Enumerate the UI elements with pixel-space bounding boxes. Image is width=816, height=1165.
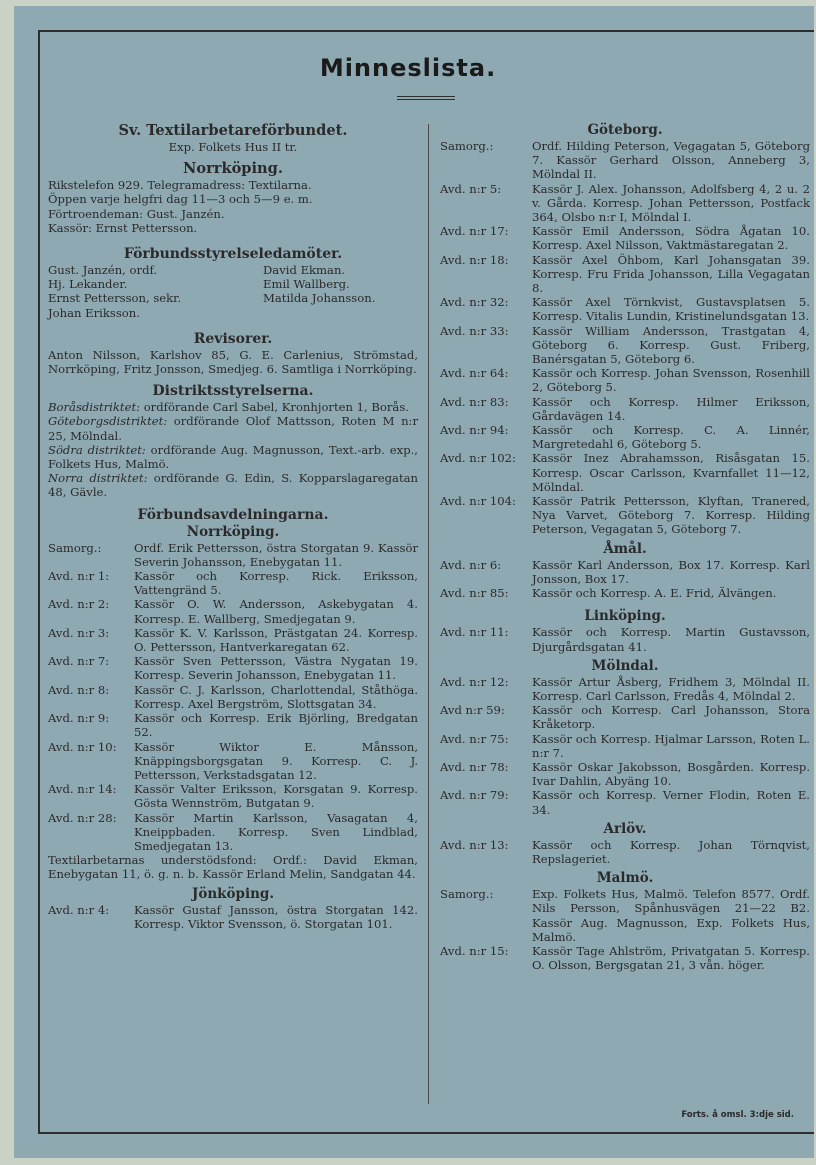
entry-label: Avd. n:r 8: bbox=[48, 682, 110, 697]
entry-text: Kassör och Korresp. Hilmer Eriksson, Gårdavägen 14. bbox=[532, 394, 810, 423]
list-item bbox=[48, 654, 418, 682]
district-item bbox=[48, 443, 418, 471]
board-member: Hj. Lekander. bbox=[48, 277, 128, 292]
arlov-title: Arlöv. bbox=[603, 820, 647, 837]
entry-text: Kassör och Korresp. Martin Gustavsson, Djurgårdsgatan 41. bbox=[532, 625, 810, 654]
entry-label: Avd n:r 59: bbox=[440, 703, 505, 718]
entry-text: Kassör och Korresp. A. E. Frid, Älvängen. bbox=[532, 586, 777, 601]
contact-block bbox=[48, 178, 418, 235]
entry-text: Kassör och Korresp. Erik Björling, Bredgatan 52. bbox=[134, 711, 418, 740]
entry-text: Ordf. Hilding Peterson, Vegagatan 5, Göteborg 7. Kassör Gerhard Olsson, Anneberg 3, Mölndal II. bbox=[532, 139, 810, 182]
entry-text: Kassör Gustaf Jansson, östra Storgatan 142. Korresp. Viktor Svensson, ö. Storgatan 101. bbox=[134, 902, 418, 931]
entry-text: Kassör Patrik Pettersson, Klyftan, Tranered, Nya Varvet, Göteborg 7. Korresp. Hilding Peterson, Vegagatan 5, Göteborg 7. bbox=[532, 494, 810, 537]
entry-text: Kassör och Korresp. Rick. Eriksson, Vattengränd 5. bbox=[134, 569, 418, 598]
list-item bbox=[48, 711, 418, 739]
entry-text: Kassör och Korresp. Johan Törnqvist, Repslageriet. bbox=[532, 837, 810, 866]
entry-text: Kassör C. J. Karlsson, Charlottendal, Ståthöga. Korresp. Axel Bergström, Slottsgatan 34. bbox=[134, 682, 418, 711]
list-item bbox=[440, 760, 810, 788]
entry-label: Avd. n:r 85: bbox=[440, 586, 509, 601]
entry-label: Avd. n:r 32: bbox=[440, 295, 509, 310]
entry-text: Kassör Wiktor E. Månsson, Knäppingsborgsgatan 9. Korresp. C. J. Pettersson, Verkstadsgatan 12. bbox=[134, 739, 418, 782]
list-item bbox=[440, 451, 810, 494]
right-column bbox=[440, 120, 810, 972]
entry-label: Samorg.: bbox=[440, 887, 494, 902]
district-text: ordförande Olof Mattsson, Roten M n:r 25, Mölndal. bbox=[48, 414, 419, 443]
entry-label: Avd. n:r 14: bbox=[48, 782, 117, 797]
continuation-note: Forts. å omsl. 3:dje sid. bbox=[681, 1110, 794, 1120]
entry-label: Avd. n:r 13: bbox=[440, 837, 509, 852]
district-name: Norra distriktet: bbox=[48, 471, 148, 486]
revisors-text: Anton Nilsson, Karlshov 85, G. E. Carlenius, Strömstad, Norrköping, Fritz Jonsson, Smedjeg. 6. Samtliga i Norrköping. bbox=[48, 347, 418, 377]
entry-text: Kassör Sven Pettersson, Västra Nygatan 19. Korresp. Severin Johansson, Enebygatan 11. bbox=[134, 654, 418, 683]
list-item bbox=[440, 625, 810, 653]
entry-text: Kassör Emil Andersson, Södra Ågatan 10. Korresp. Axel Nilsson, Vaktmästaregatan 2. bbox=[532, 224, 810, 253]
entry-text: Kassör Valter Eriksson, Korsgatan 9. Korresp. Gösta Wennström, Butgatan 9. bbox=[134, 782, 418, 811]
board-member: Emil Wallberg. bbox=[263, 277, 350, 292]
entry-label: Samorg.: bbox=[440, 139, 494, 153]
entry-text: Kassör Oskar Jakobsson, Bosgården. Korresp. Ivar Dahlin, Abyäng 10. bbox=[532, 759, 810, 789]
entry-text: Kassör Axel Törnkvist, Gustavsplatsen 5. Korresp. Vitalis Lundin, Kristinelundsgatan 13. bbox=[532, 295, 810, 324]
sections-title: Förbundsavdelningarna. bbox=[137, 506, 329, 523]
entry-label: Avd. n:r 11: bbox=[440, 625, 509, 640]
city-title: Norrköping. bbox=[183, 160, 283, 178]
entry-text: Kassör och Korresp. Verner Flodin, Roten E. 34. bbox=[532, 788, 810, 817]
list-item bbox=[440, 586, 810, 600]
district-item bbox=[48, 414, 418, 442]
entry-label: Avd. n:r 83: bbox=[440, 394, 509, 409]
entry-label: Avd. n:r 33: bbox=[440, 323, 509, 338]
entry-text: Kassör K. V. Karlsson, Prästgatan 24. Korresp. O. Pettersson, Hantverkaregatan 62. bbox=[134, 625, 418, 655]
org-address: Exp. Folkets Hus II tr. bbox=[168, 140, 298, 154]
entry-text: Kassör J. Alex. Johansson, Adolfsberg 4, 2 u. 2 v. Gårda. Korresp. Johan Pettersson, Postfack 364, Olsbo n:r I, Mölndal I. bbox=[532, 181, 810, 225]
entry-text: Kassör Inez Abrahamsson, Risåsgatan 15. Korresp. Oscar Carlsson, Kvarnfallet 11—12, Mölndal. bbox=[532, 451, 810, 494]
entry-label: Avd. n:r 75: bbox=[440, 731, 509, 746]
amal-title: Åmål. bbox=[603, 540, 647, 557]
list-item bbox=[440, 675, 810, 703]
revisors-title: Revisorer. bbox=[193, 330, 273, 347]
list-item bbox=[48, 597, 418, 625]
contact-line: Öppen varje helgfri dag 11—3 och 5—9 e. m. bbox=[48, 192, 313, 207]
entry-label: Avd. n:r 5: bbox=[440, 181, 502, 196]
entry-text: Kassör och Korresp. Johan Svensson, Rosenhill 2, Göteborg 5. bbox=[532, 366, 810, 395]
org-title: Sv. Textilarbetareförbundet. bbox=[118, 122, 348, 139]
entry-label: Samorg.: bbox=[48, 540, 102, 555]
list-item bbox=[440, 139, 810, 182]
entry-label: Avd. n:r 12: bbox=[440, 674, 509, 689]
list-item bbox=[48, 782, 418, 810]
entry-text: Kassör och Korresp. C. A. Linnér, Margretedahl 6, Göteborg 5. bbox=[532, 423, 810, 452]
list-item bbox=[440, 253, 810, 296]
board-member: Gust. Janzén, ordf. bbox=[48, 263, 158, 278]
list-item bbox=[440, 423, 810, 451]
list-item bbox=[440, 703, 810, 731]
board-members bbox=[48, 263, 418, 320]
district-item bbox=[48, 400, 418, 414]
molndal-title: Mölndal. bbox=[591, 657, 659, 674]
entry-label: Avd. n:r 17: bbox=[440, 224, 509, 239]
list-item bbox=[440, 224, 810, 252]
entry-text: Kassör och Korresp. Hjalmar Larsson, Roten L. n:r 7. bbox=[532, 731, 810, 760]
district-text: ordförande Aug. Magnusson, Text.-arb. exp., Folkets Hus, Malmö. bbox=[48, 442, 418, 472]
district-name: Boråsdistriktet: bbox=[48, 400, 141, 415]
linkoping-title: Linköping. bbox=[584, 608, 666, 625]
list-item bbox=[48, 569, 418, 597]
entry-label: Avd. n:r 9: bbox=[48, 711, 110, 726]
entry-text: Kassör och Korresp. Carl Johansson, Stora Kråketorp. bbox=[532, 703, 810, 732]
contact-line: Rikstelefon 929. Telegramadress: Textilarna. bbox=[48, 178, 312, 193]
list-item bbox=[440, 494, 810, 537]
entry-label: Avd. n:r 15: bbox=[440, 943, 509, 958]
district-name: Göteborgsdistriktet: bbox=[48, 414, 168, 429]
malmo-title: Malmö. bbox=[596, 870, 654, 887]
entry-text: Kassör Axel Öhbom, Karl Johansgatan 39. Korresp. Fru Frida Johansson, Lilla Vegagatan 8. bbox=[532, 252, 810, 296]
entry-label: Avd. n:r 102: bbox=[440, 451, 516, 466]
entry-text: Kassör Karl Andersson, Box 17. Korresp. Karl Jonsson, Box 17. bbox=[532, 557, 810, 586]
entry-label: Avd. n:r 79: bbox=[440, 788, 509, 803]
entry-label: Avd. n:r 64: bbox=[440, 366, 509, 381]
list-item bbox=[48, 903, 418, 931]
list-item bbox=[440, 732, 810, 760]
entry-text: Kassör Artur Åsberg, Fridhem 3, Mölndal II. Korresp. Carl Carlsson, Fredås 4, Mölndal 2. bbox=[532, 674, 810, 703]
list-item bbox=[48, 541, 418, 569]
entry-label: Avd. n:r 3: bbox=[48, 625, 110, 640]
board-title: Förbundsstyrelseledamöter. bbox=[123, 246, 343, 263]
goteborg-title: Göteborg. bbox=[587, 122, 663, 138]
list-item bbox=[440, 324, 810, 367]
list-item bbox=[440, 838, 810, 866]
board-member: David Ekman. bbox=[263, 263, 346, 278]
title-rule bbox=[397, 96, 455, 100]
entry-label: Avd. n:r 7: bbox=[48, 654, 110, 669]
list-item bbox=[440, 182, 810, 225]
board-member: Ernst Pettersson, sekr. bbox=[48, 291, 182, 306]
entry-label: Avd. n:r 94: bbox=[440, 423, 509, 438]
list-item bbox=[440, 395, 810, 423]
entry-text: Kassör Tage Ahlström, Privatgatan 5. Korresp. O. Olsson, Bergsgatan 21, 3 vån. höger. bbox=[532, 943, 810, 973]
board-member: Johan Eriksson. bbox=[48, 305, 140, 320]
entry-label: Avd. n:r 1: bbox=[48, 569, 110, 584]
district-name: Södra distriktet: bbox=[48, 442, 146, 457]
list-item bbox=[48, 683, 418, 711]
list-item bbox=[440, 788, 810, 816]
board-member: Matilda Johansson. bbox=[263, 291, 376, 306]
left-column bbox=[48, 120, 418, 931]
list-item bbox=[440, 295, 810, 323]
entry-label: Avd. n:r 6: bbox=[440, 557, 502, 572]
list-item bbox=[440, 887, 810, 944]
entry-label: Avd. n:r 2: bbox=[48, 597, 110, 612]
entry-text: Exp. Folkets Hus, Malmö. Telefon 8577. Ordf. Nils Persson, Spånhusvägen 21—22 B2. Kassör Aug. Magnusson, Exp. Folkets Hus, Malmö. bbox=[532, 887, 810, 944]
district-title: Distriktsstyrelserna. bbox=[152, 383, 314, 400]
norrkoping-title: Norrköping. bbox=[186, 523, 280, 540]
district-text: ordförande Carl Sabel, Kronhjorten 1, Borås. bbox=[143, 400, 409, 415]
entry-text: Kassör William Andersson, Trastgatan 4, Göteborg 6. Korresp. Gust. Friberg, Banérsgatan 5, Göteborg 6. bbox=[532, 323, 810, 367]
jonkoping-title: Jönköping. bbox=[191, 885, 275, 902]
entry-label: Avd. n:r 28: bbox=[48, 810, 117, 825]
entry-label: Avd. n:r 104: bbox=[440, 494, 516, 509]
contact-line: Förtroendeman: Gust. Janzén. bbox=[48, 206, 225, 221]
list-item bbox=[48, 811, 418, 854]
district-text: ordförande G. Edin, S. Kopparslagaregatan 48, Gävle. bbox=[48, 471, 418, 500]
list-item bbox=[440, 558, 810, 586]
list-item bbox=[48, 740, 418, 783]
entry-text: Ordf. Erik Pettersson, östra Storgatan 9. Kassör Severin Johansson, Enebygatan 11. bbox=[134, 540, 418, 569]
page-title: Minneslista. bbox=[319, 54, 497, 82]
district-item bbox=[48, 471, 418, 499]
entry-label: Avd. n:r 78: bbox=[440, 759, 509, 774]
column-divider bbox=[428, 124, 429, 1104]
entry-label: Avd. n:r 18: bbox=[440, 252, 509, 267]
entry-label: Avd. n:r 10: bbox=[48, 739, 117, 754]
fund-text: Textilarbetarnas understödsfond: Ordf.: David Ekman, Enebygatan 11, ö. g. n. b. Kassör Erland Melin, Sandgatan 44. bbox=[48, 853, 418, 882]
list-item bbox=[440, 366, 810, 394]
entry-text: Kassör O. W. Andersson, Askebygatan 4. Korresp. E. Wallberg, Smedjegatan 9. bbox=[134, 597, 418, 626]
contact-line: Kassör: Ernst Pettersson. bbox=[48, 220, 198, 235]
list-item bbox=[440, 944, 810, 972]
entry-text: Kassör Martin Karlsson, Vasagatan 4, Kneippbaden. Korresp. Sven Lindblad, Smedjegatan 13. bbox=[134, 810, 418, 853]
entry-label: Avd. n:r 4: bbox=[48, 902, 110, 917]
list-item bbox=[48, 626, 418, 654]
